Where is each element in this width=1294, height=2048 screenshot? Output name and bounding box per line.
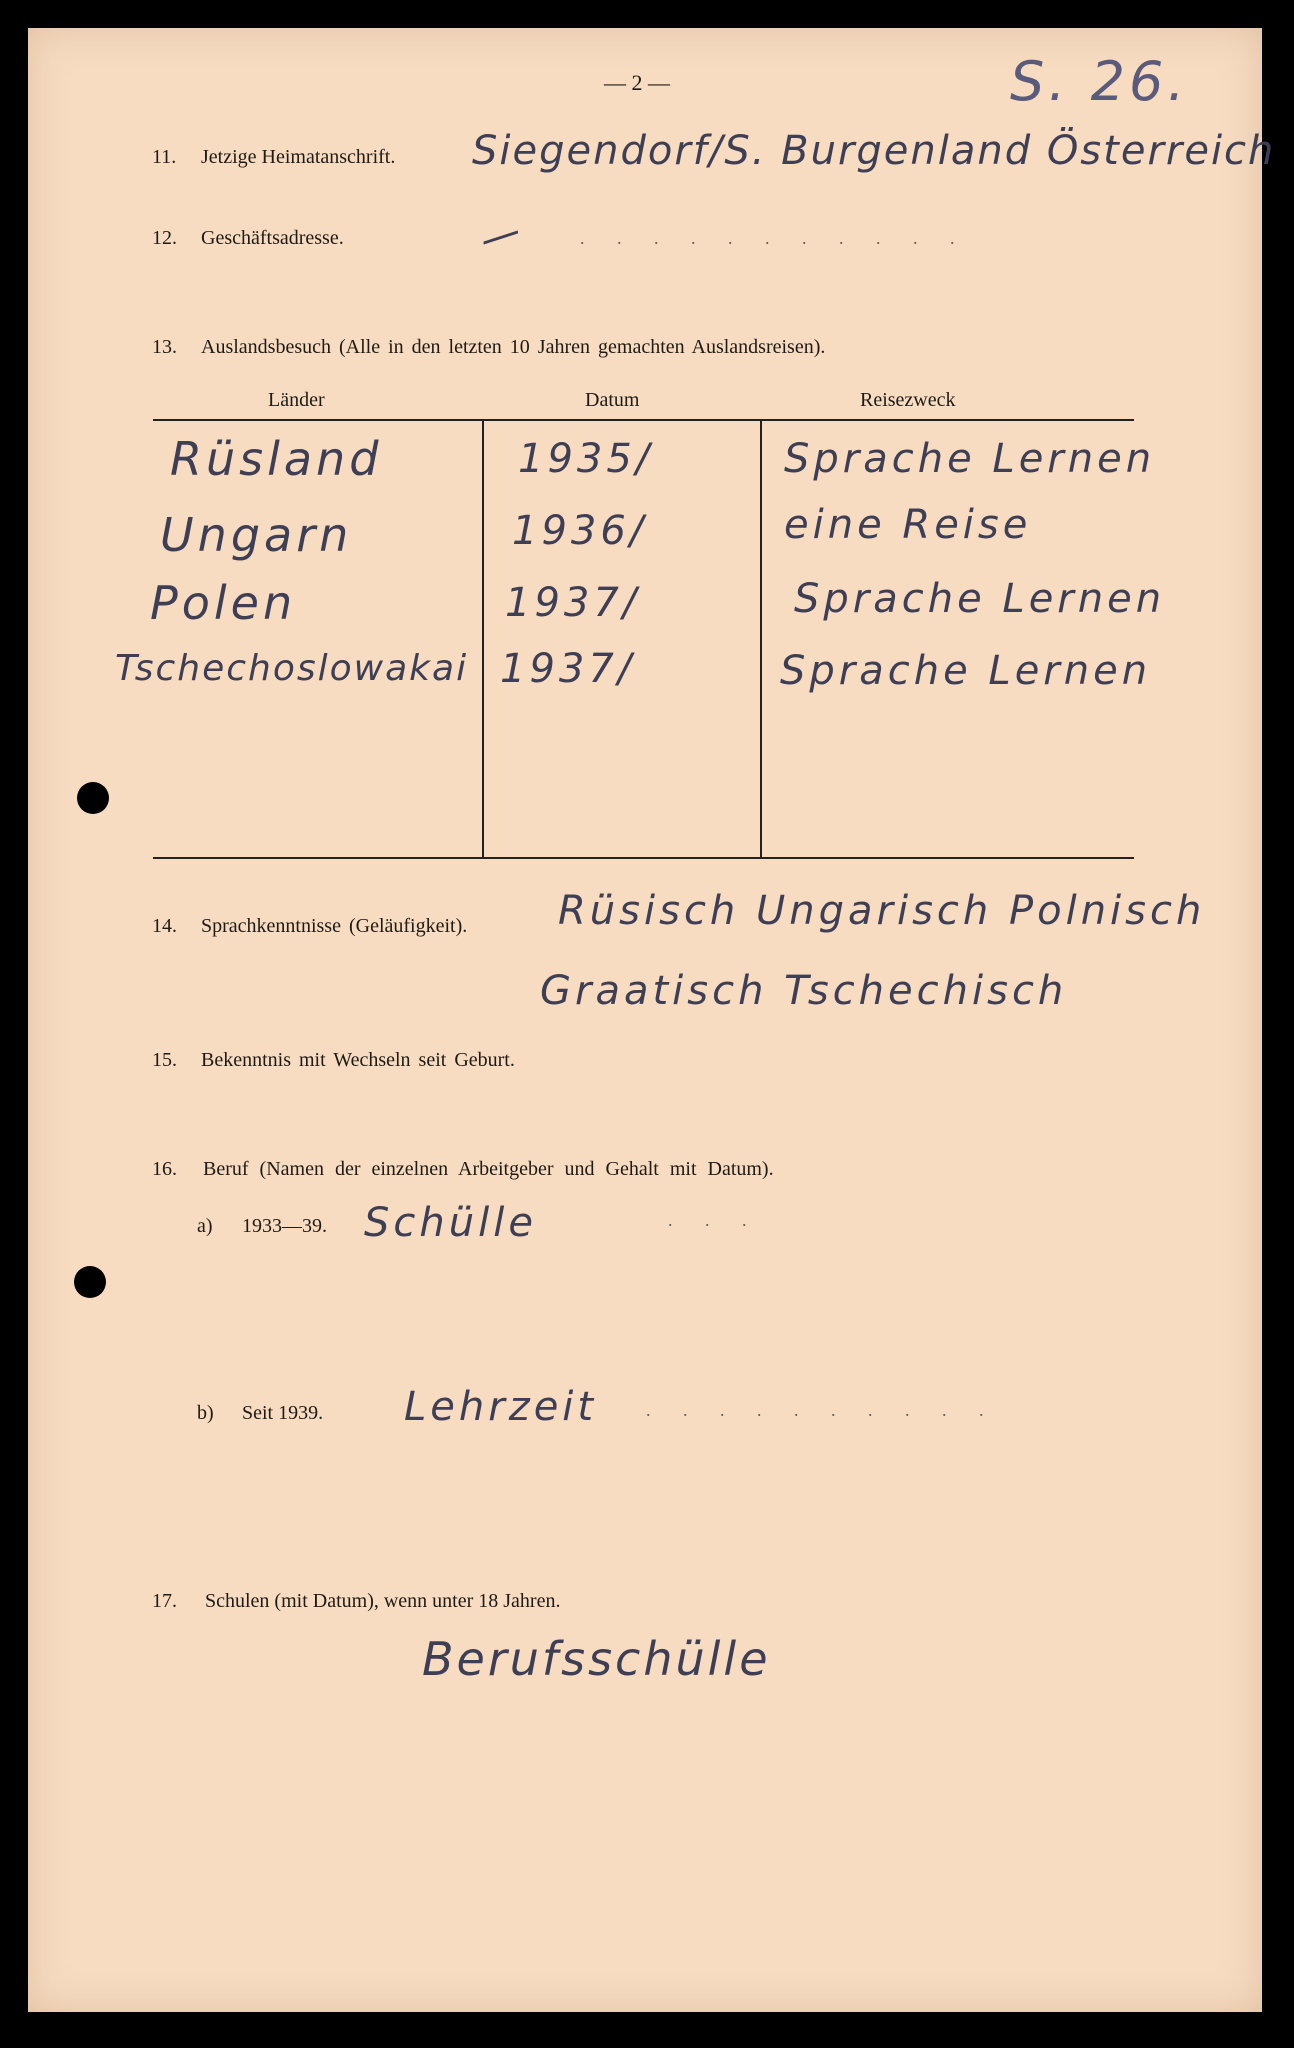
table-top-rule bbox=[153, 419, 1134, 421]
table-bottom-rule bbox=[153, 857, 1134, 859]
field-16b-label: b) bbox=[197, 1402, 214, 1424]
field-12-number: 12. bbox=[152, 227, 177, 249]
row-2-purpose: eine Reise bbox=[784, 502, 1032, 548]
table-header-purpose: Reisezweck bbox=[860, 389, 956, 411]
field-17-value: Berufsschülle bbox=[422, 1632, 771, 1686]
row-3-country: Polen bbox=[150, 576, 297, 630]
field-14-value-line1: Rüsisch Ungarisch Polnisch bbox=[558, 888, 1206, 934]
page-note: S. 26. bbox=[1010, 50, 1189, 113]
row-4-purpose: Sprache Lernen bbox=[780, 648, 1152, 694]
field-16b-years: Seit 1939. bbox=[242, 1402, 324, 1424]
field-12-label: Geschäftsadresse. bbox=[201, 227, 344, 249]
row-4-date: 1937/ bbox=[500, 646, 636, 692]
field-16a-dotted-line: . . . bbox=[668, 1210, 761, 1230]
row-3-purpose: Sprache Lernen bbox=[794, 576, 1166, 622]
field-13-label: Auslandsbesuch (Alle in den letzten 10 Jahren gemachten Auslandsreisen). bbox=[201, 336, 826, 358]
row-1-purpose: Sprache Lernen bbox=[784, 436, 1156, 482]
field-15-label: Bekenntnis mit Wechseln seit Geburt. bbox=[201, 1049, 515, 1071]
row-1-date: 1935/ bbox=[518, 436, 654, 482]
field-14-number: 14. bbox=[152, 915, 177, 937]
page-number: — 2 — bbox=[604, 70, 670, 95]
row-4-country: Tschechoslowakai bbox=[115, 648, 469, 689]
field-16a-label: a) bbox=[197, 1215, 213, 1237]
field-11-label: Jetzige Heimatanschrift. bbox=[201, 146, 396, 168]
punch-hole-bottom bbox=[74, 1266, 106, 1298]
row-2-country: Ungarn bbox=[160, 508, 353, 562]
field-16b-dotted-line: . . . . . . . . . . bbox=[646, 1400, 998, 1420]
field-12-dotted-line: . . . . . . . . . . . bbox=[580, 228, 969, 248]
field-14-label: Sprachkenntnisse (Geläufigkeit). bbox=[201, 915, 468, 937]
field-11-number: 11. bbox=[152, 146, 177, 168]
form-page bbox=[28, 28, 1262, 2012]
field-16-label: Beruf (Namen der einzelnen Arbeitgeber und Gehalt mit Datum). bbox=[203, 1158, 774, 1180]
field-16a-value: Schülle bbox=[364, 1200, 537, 1246]
field-12-value: — bbox=[473, 206, 531, 264]
table-divider-1 bbox=[482, 420, 484, 858]
table-divider-2 bbox=[760, 420, 762, 858]
row-3-date: 1937/ bbox=[505, 580, 641, 626]
field-14-value-line2: Graatisch Tschechisch bbox=[540, 968, 1068, 1014]
field-13-number: 13. bbox=[152, 336, 177, 358]
row-1-country: Rüsland bbox=[170, 432, 383, 486]
field-16-number: 16. bbox=[152, 1158, 177, 1180]
field-16a-years: 1933—39. bbox=[242, 1215, 327, 1237]
field-17-number: 17. bbox=[152, 1590, 177, 1612]
field-15-number: 15. bbox=[152, 1049, 177, 1071]
field-16b-value: Lehrzeit bbox=[404, 1384, 598, 1430]
table-header-date: Datum bbox=[585, 389, 640, 411]
row-2-date: 1936/ bbox=[512, 508, 648, 554]
punch-hole-top bbox=[77, 782, 109, 814]
field-11-value: Siegendorf/S. Burgenland Österreich bbox=[472, 128, 1276, 174]
table-header-country: Länder bbox=[268, 389, 325, 411]
field-17-label: Schulen (mit Datum), wenn unter 18 Jahren. bbox=[205, 1590, 561, 1612]
